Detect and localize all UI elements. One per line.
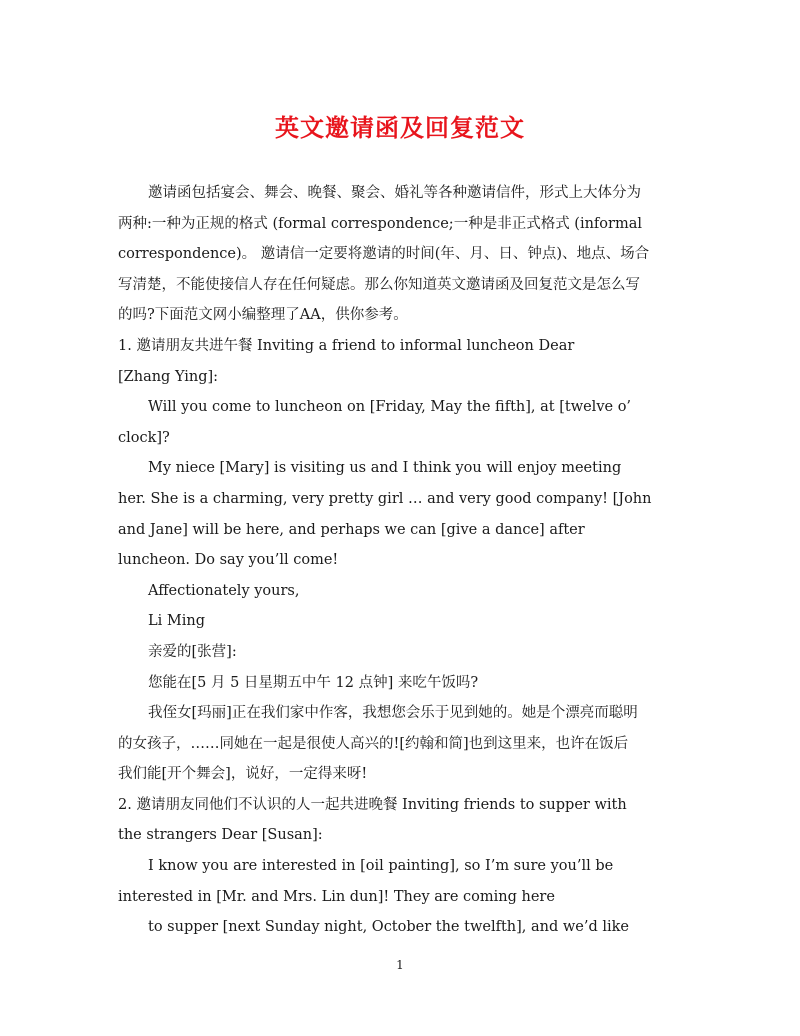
paragraph-line: 亲爱的[张营]: <box>148 643 237 660</box>
paragraph-line: to supper [next Sunday night, October the twelfth], and we’d like <box>148 919 629 936</box>
paragraph-line: clock]? <box>118 429 170 446</box>
paragraph-line: 我侄女[玛丽]正在我们家中作客，我想您会乐于见到她的。她是个漂亮而聪明 <box>148 705 638 722</box>
letter-signature: Li Ming <box>148 613 205 630</box>
paragraph-line: 的吗?下面范文网小编整理了AA，供你参考。 <box>118 307 408 324</box>
paragraph-line: 的女孩子，……同她在一起是很使人高兴的![约翰和简]也到这里来，也许在饭后 <box>118 735 629 752</box>
paragraph-line: Will you come to luncheon on [Friday, May the fifth], at [twelve o’ <box>148 399 632 416</box>
page-number: 1 <box>396 958 404 972</box>
section-heading-1: 1. 邀请朋友共进午餐 Inviting a friend to informal luncheon Dear <box>118 337 575 354</box>
page-title: 英文邀请函及回复范文 <box>275 113 525 142</box>
section-heading-2: 2. 邀请朋友同他们不认识的人一起共进晚餐 Inviting friends to supper with <box>118 796 627 813</box>
letter-closing: Affectionately yours, <box>148 582 300 599</box>
paragraph-line: luncheon. Do say you’ll come! <box>118 552 339 569</box>
paragraph-line: 您能在[5 月 5 日星期五中午 12 点钟] 来吃午饭吗? <box>148 674 479 691</box>
paragraph-line: 我们能[开个舞会]，说好，一定得来呀! <box>118 766 368 783</box>
paragraph-line: 写清楚，不能使接信人存在任何疑虑。那么你知道英文邀请函及回复范文是怎么写 <box>118 276 640 293</box>
paragraph-line: I know you are interested in [oil painting], so I’m sure you’ll be <box>148 858 614 875</box>
paragraph-line: 邀请函包括宴会、舞会、晚餐、聚会、婚礼等各种邀请信件，形式上大体分为 <box>148 185 641 201</box>
paragraph-line: [Zhang Ying]: <box>118 368 219 385</box>
paragraph-line: interested in [Mr. and Mrs. Lin dun]! They are coming here <box>118 888 555 905</box>
paragraph-line: 两种:一种为正规的格式 (formal correspondence;一种是非正式格式 (informal <box>118 215 642 232</box>
paragraph-line: her. She is a charming, very pretty girl … and very good company! [John <box>118 490 652 507</box>
paragraph-line: the strangers Dear [Susan]: <box>118 827 323 844</box>
paragraph-line: correspondence)。 邀请信一定要将邀请的时间(年、月、日、钟点)、地点、场合 <box>118 246 650 263</box>
paragraph-line: My niece [Mary] is visiting us and I think you will enjoy meeting <box>148 460 622 477</box>
paragraph-line: and Jane] will be here, and perhaps we can [give a dance] after <box>118 521 585 538</box>
document-body <box>118 178 684 943</box>
